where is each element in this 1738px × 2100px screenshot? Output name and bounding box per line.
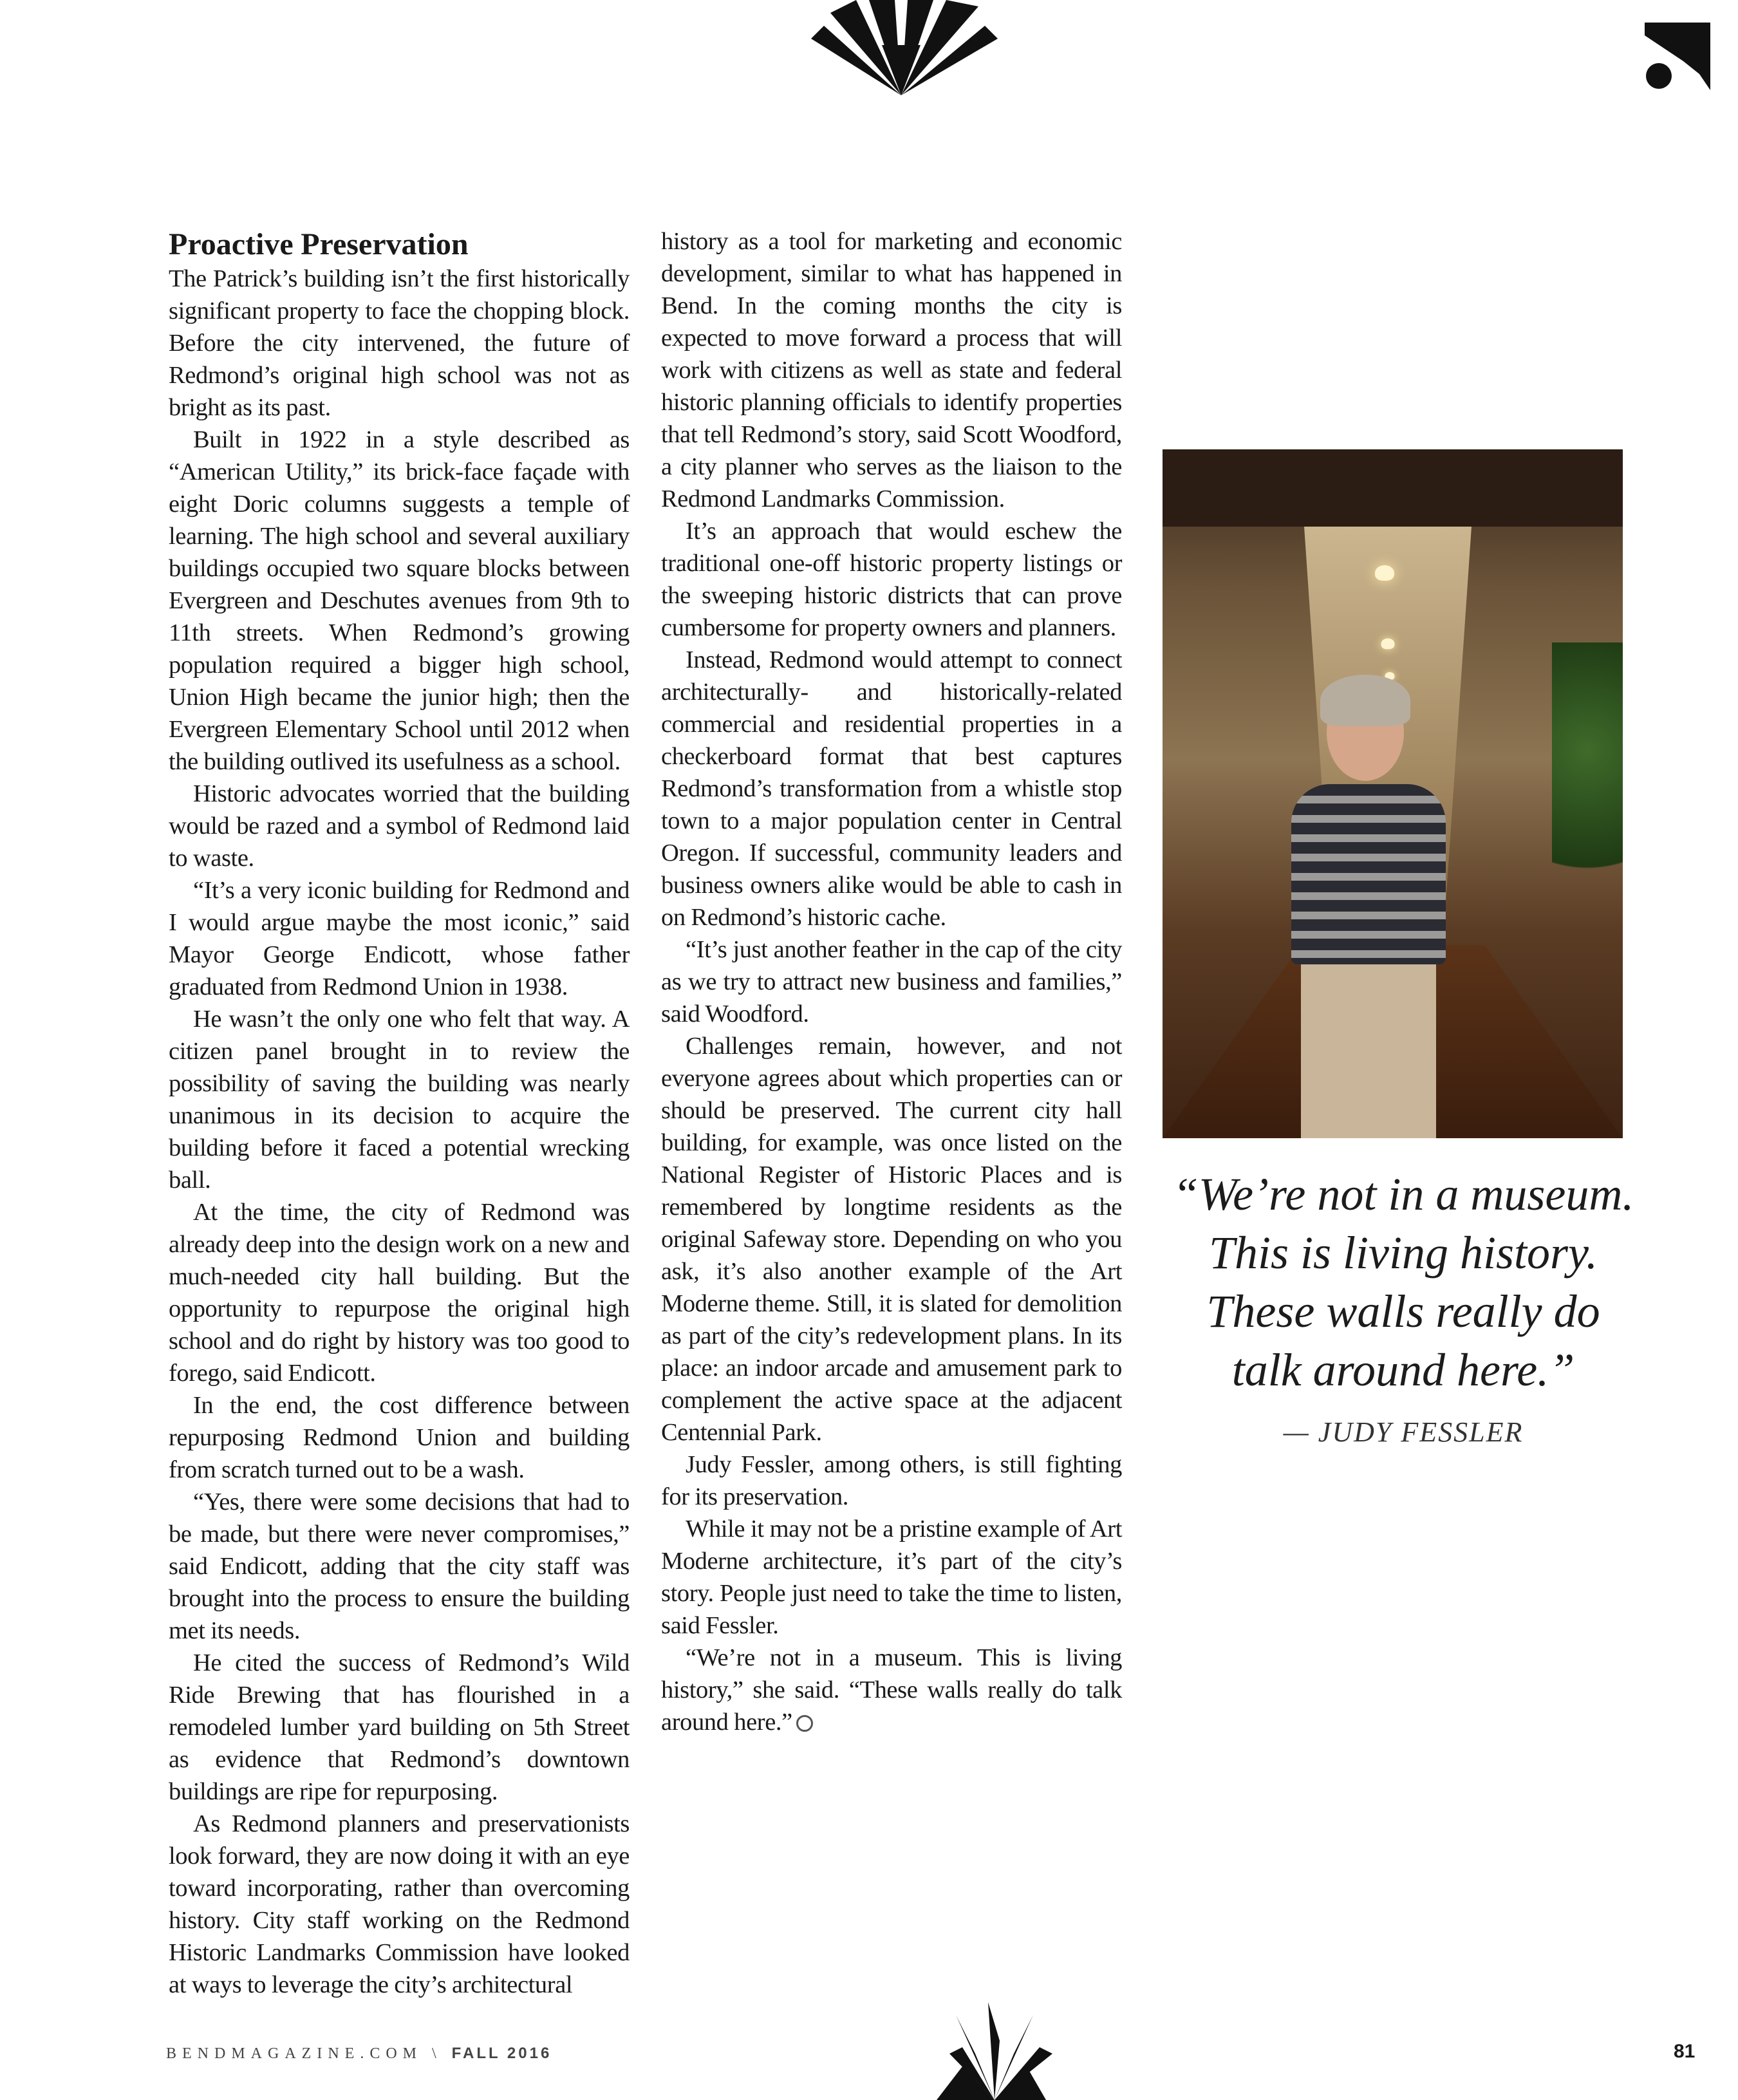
paragraph: In the end, the cost difference between repurposing Redmond Union and building from scratch turned out to be a wash. — [169, 1392, 630, 1483]
portrait-photo — [1163, 449, 1623, 1138]
paragraph: “It’s a very iconic building for Redmond and I would argue maybe the most iconic,” said Mayor George Endicott, whose father graduated from Redmond Union in 1938. — [169, 877, 630, 1000]
paragraph: history as a tool for marketing and economic development, similar to what has happened in Bend. In the coming months the city is expected to move forward a process that will work with citizens as well as state and federal historic planning officials to identify properties that tell Redmond’s story, said Scott Woodford, a city planner who serves as the liaison to the Redmond Landmarks Commission. — [661, 228, 1122, 512]
photo-plant — [1552, 642, 1623, 913]
paragraph: As Redmond planners and preservationists look forward, they are now doing it with an eye toward incorporating, rather than overcoming history. City staff working on the Redmond Historic Landmarks Commission have looked at ways to leverage the city’s architectural — [169, 1810, 630, 1998]
pull-quote-attribution: — JUDY FESSLER — [1283, 1416, 1524, 1448]
paragraph: Historic advocates worried that the building would be razed and a symbol of Redmond laid to waste. — [169, 780, 630, 872]
paragraph: Built in 1922 in a style described as “American Utility,” its brick-face façade with eight Doric columns suggests a temple of learning. The high school and several auxiliary buildings occupied two square blocks between Evergreen and Deschutes avenues from 9th to 11th streets. When Redmond’s growing population required a bigger high school, Union High became the junior high; then the Evergreen Elementary School until 2012 when the building outlived its usefulness as a school. — [169, 426, 630, 775]
pull-quote-line: “We’re not in a museum. — [1172, 1168, 1634, 1220]
photo-person-hair — [1320, 675, 1410, 726]
photo-lamp — [1375, 565, 1394, 581]
paragraph-text: “We’re not in a museum. This is living history,” she said. “These walls really do talk around here.” — [661, 1644, 1122, 1736]
paragraph: Judy Fessler, among others, is still fighting for its preservation. — [661, 1451, 1122, 1510]
paragraph-final — [661, 1642, 1122, 1738]
paragraph: Challenges remain, however, and not everyone agrees about which properties can or should be preserved. The current city hall building, for example, was once listed on the National Register of Historic Places and is remembered by longtime residents as the original Safeway store. Depending on who you ask, it’s also another example of the Art Moderne theme. Still, it is slated for demolition as part of the city’s redevelopment plans. In its place: an indoor arcade and amusement park to complement the active space at the adjacent Centennial Park. — [661, 1033, 1122, 1446]
footer-site-name: BENDMAGAZINE.COM \ — [166, 2045, 442, 2062]
pull-quote — [1133, 1165, 1674, 1400]
end-mark-icon — [796, 1715, 813, 1732]
paragraph: The Patrick’s building isn’t the first historically significant property to face the chopping block. Before the city intervened, the future of Redmond’s original high school was not as bright as its past. — [169, 265, 630, 421]
star-ornament-bottom — [898, 2002, 1091, 2100]
paragraph: He wasn’t the only one who felt that way. A citizen panel brought in to review the possibility of saving the building was nearly unanimous in its decision to acquire the building before it faced a potential wrecking ball. — [169, 1006, 630, 1194]
paragraph: It’s an approach that would eschew the traditional one-off historic property listings or the sweeping historic districts that can prove cumbersome for property owners and planners. — [661, 518, 1122, 641]
article-column-1 — [169, 227, 630, 2001]
photo-ceiling — [1163, 449, 1623, 527]
photo-person-shirt — [1291, 784, 1446, 964]
photo-person-legs — [1301, 958, 1436, 1138]
paragraph: He cited the success of Redmond’s Wild Ride Brewing that has flourished in a remodeled lumber yard building on 5th Street as evidence that Redmond’s downtown buildings are ripe for repurposing. — [169, 1649, 630, 1805]
pull-quote-line: These walls really do — [1206, 1286, 1600, 1337]
footer-issue: FALL 2016 — [451, 2045, 552, 2062]
page-number: 81 — [1674, 2041, 1696, 2062]
footer-site — [166, 2045, 552, 2063]
paragraph: At the time, the city of Redmond was already deep into the design work on a new and much-needed city hall building. But the opportunity to repurpose the original high school and do right by history was too good to forego, said Endicott. — [169, 1199, 630, 1387]
paragraph: “Yes, there were some decisions that had to be made, but there were never compromises,” said Endicott, adding that the city staff was brought into the process to ensure the building met its needs. — [169, 1488, 630, 1644]
pull-quote-block — [1133, 1165, 1674, 1450]
pull-quote-line: This is living history. — [1208, 1227, 1598, 1279]
pull-quote-line: talk around here.” — [1231, 1344, 1575, 1396]
section-heading: Proactive Preservation — [169, 227, 469, 261]
paragraph: “It’s just another feather in the cap of the city as we try to attract new business and families,” said Woodford. — [661, 936, 1122, 1027]
magazine-logo-icon — [1645, 23, 1710, 90]
paragraph: While it may not be a pristine example of Art Moderne architecture, it’s part of the city’s story. People just need to take the time to listen, said Fessler. — [661, 1515, 1122, 1639]
paragraph: Instead, Redmond would attempt to connect architecturally- and historically-related commercial and residential properties in a checkerboard format that best captures Redmond’s transformation from a whistle stop town to a major population center in Central Oregon. If successful, community leaders and business owners alike would be able to cash in on Redmond’s historic cache. — [661, 646, 1122, 931]
photo-lamp — [1381, 639, 1395, 650]
article-column-2 — [661, 225, 1122, 1738]
star-ornament-top — [792, 0, 1011, 97]
